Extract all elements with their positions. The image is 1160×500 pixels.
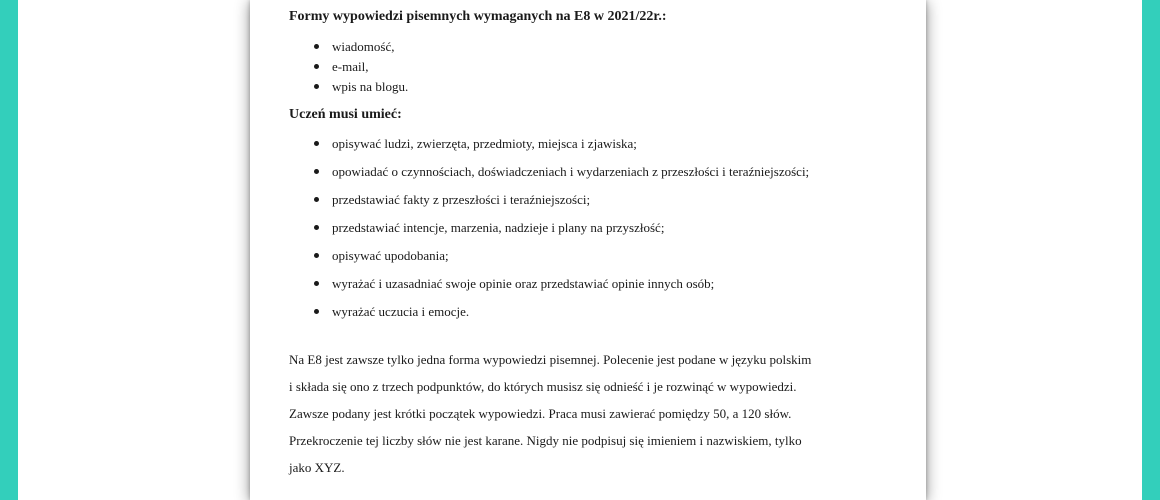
skills-heading: Uczeń musi umieć: [289, 107, 402, 122]
paragraph-line: Na E8 jest zawsze tylko jedna forma wypowiedzi pisemnej. Polecenie jest podane w języku polskim [289, 352, 812, 367]
list-item: wyrażać i uzasadniać swoje opinie oraz przedstawiać opinie innych osób; [312, 274, 809, 294]
list-item: wpis na blogu. [312, 77, 408, 97]
right-accent-bar [1142, 0, 1160, 500]
document-page [250, 0, 926, 500]
list-item: opowiadać o czynnościach, doświadczeniach i wydarzeniach z przeszłości i teraźniejszości; [312, 162, 809, 182]
forms-heading: Formy wypowiedzi pisemnych wymaganych na E8 w 2021/22r.: [289, 9, 667, 24]
paragraph-line: Przekroczenie tej liczby słów nie jest karane. Nigdy nie podpisuj się imieniem i nazwiskiem, tylko [289, 433, 802, 448]
skills-list [312, 134, 809, 330]
list-item: wiadomość, [312, 37, 408, 57]
list-item: e-mail, [312, 57, 408, 77]
list-item: przedstawiać intencje, marzenia, nadzieje i plany na przyszłość; [312, 218, 809, 238]
forms-list [312, 37, 408, 97]
list-item: przedstawiać fakty z przeszłości i teraźniejszości; [312, 190, 809, 210]
left-accent-bar [0, 0, 18, 500]
paragraph-line: Zawsze podany jest krótki początek wypowiedzi. Praca musi zawierać pomiędzy 50, a 120 słów. [289, 406, 792, 421]
paragraph-line: i składa się ono z trzech podpunktów, do których musisz się odnieść i je rozwinąć w wypowiedzi. [289, 379, 797, 394]
list-item: opisywać upodobania; [312, 246, 809, 266]
list-item: opisywać ludzi, zwierzęta, przedmioty, miejsca i zjawiska; [312, 134, 809, 154]
paragraph-line: jako XYZ. [289, 460, 345, 475]
list-item: wyrażać uczucia i emocje. [312, 302, 809, 322]
exam-description-paragraph [289, 346, 901, 481]
